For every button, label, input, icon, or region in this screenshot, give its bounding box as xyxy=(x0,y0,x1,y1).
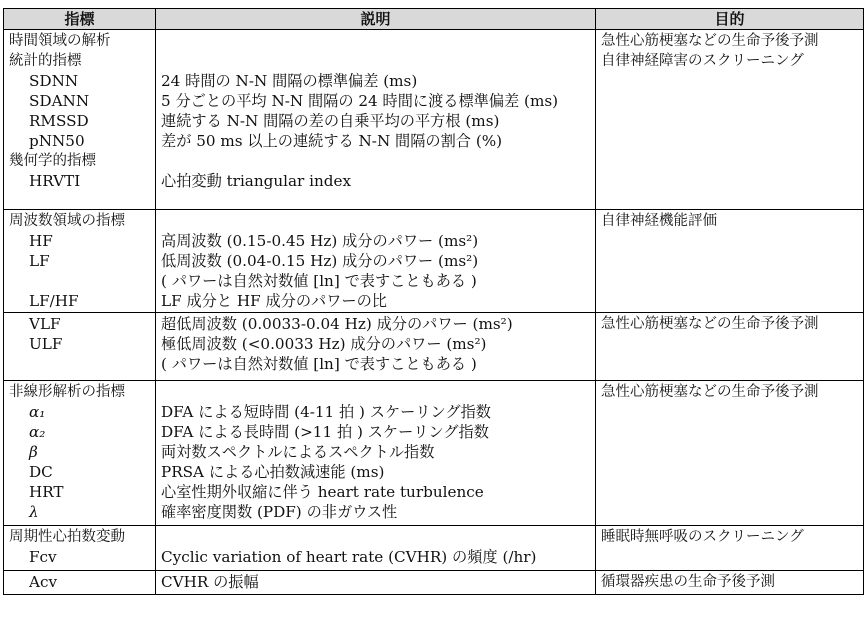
desc-vlf: 超低周波数 (0.0033-0.04 Hz) 成分のパワー (ms²) xyxy=(161,315,513,333)
table-header-row xyxy=(4,9,864,30)
acv-row xyxy=(4,571,864,595)
header-index: 指標 xyxy=(4,9,156,30)
purpose-cardio-prognosis: 循環器疾患の生命予後予測 xyxy=(601,574,775,590)
desc-ulf: 極低周波数 (<0.0033 Hz) 成分のパワー (ms²) xyxy=(161,335,487,353)
desc-lf: 低周波数 (0.04-0.15 Hz) 成分のパワー (ms²) xyxy=(161,252,479,270)
note-ln-power-2: ( パワーは自然対数値 [ln] で表すこともある ) xyxy=(161,355,477,373)
index-ulf: ULF xyxy=(29,335,63,353)
desc-pnn50: 差が 50 ms 以上の連続する N-N 間隔の割合 (%) xyxy=(161,132,503,150)
frequency-domain-section xyxy=(4,210,864,313)
desc-lambda: 確率密度関数 (PDF) の非ガウス性 xyxy=(161,503,398,521)
nonlinear-section xyxy=(4,381,864,526)
index-hrvti: HRVTI xyxy=(29,172,81,190)
purpose-prognosis-nonlinear: 急性心筋梗塞などの生命予後予測 xyxy=(601,384,819,400)
purpose-prognosis: 急性心筋梗塞などの生命予後予測 xyxy=(601,33,819,49)
index-lfhf: LF/HF xyxy=(29,292,79,310)
header-purpose: 目的 xyxy=(596,9,864,30)
index-alpha1: α₁ xyxy=(29,403,46,421)
index-vlf: VLF xyxy=(29,315,61,333)
nonlinear-group-title: 非線形解析の指標 xyxy=(9,384,125,400)
geometric-subgroup-title: 幾何学的指標 xyxy=(9,153,96,169)
purpose-apnea-screening: 睡眠時無呼吸のスクリーニング xyxy=(601,529,804,545)
desc-acv: CVHR の振幅 xyxy=(161,573,259,591)
desc-beta: 両対数スペクトルによるスペクトル指数 xyxy=(161,443,435,461)
index-dc: DC xyxy=(29,463,53,481)
cyclic-group-title: 周期性心拍数変動 xyxy=(9,529,125,545)
purpose-autonomic-evaluation: 自律神経機能評価 xyxy=(601,213,717,229)
desc-lfhf: LF 成分と HF 成分のパワーの比 xyxy=(161,292,387,310)
hrv-index-table xyxy=(3,8,864,595)
desc-hf: 高周波数 (0.15-0.45 Hz) 成分のパワー (ms²) xyxy=(161,232,479,250)
index-fcv: Fcv xyxy=(29,548,57,566)
desc-alpha1: DFA による短時間 (4-11 拍 ) スケーリング指数 xyxy=(161,403,491,421)
note-ln-power-1: ( パワーは自然対数値 [ln] で表すこともある ) xyxy=(161,272,477,290)
frequency-domain-group-title: 周波数領域の指標 xyxy=(9,213,125,229)
desc-rmssd: 連続する N-N 間隔の差の自乗平均の平方根 (ms) xyxy=(161,112,500,130)
index-hrt: HRT xyxy=(29,483,64,501)
desc-alpha2: DFA による長時間 (>11 拍 ) スケーリング指数 xyxy=(161,423,489,441)
desc-fcv: Cyclic variation of heart rate (CVHR) の頻度 (/hr) xyxy=(161,548,537,566)
frequency-domain-low-section xyxy=(4,313,864,381)
index-rmssd: RMSSD xyxy=(29,112,89,130)
index-sdnn: SDNN xyxy=(29,72,79,90)
index-hf: HF xyxy=(29,232,53,250)
desc-sdann: 5 分ごとの平均 N-N 間隔の 24 時間に渡る標準偏差 (ms) xyxy=(161,92,559,110)
index-lambda: λ xyxy=(29,503,39,521)
time-domain-section xyxy=(4,30,864,210)
statistical-subgroup-title: 統計的指標 xyxy=(9,53,82,69)
desc-dc: PRSA による心拍数減速能 (ms) xyxy=(161,463,385,481)
header-description: 説明 xyxy=(156,9,596,30)
desc-sdnn: 24 時間の N-N 間隔の標準偏差 (ms) xyxy=(161,72,418,90)
index-lf: LF xyxy=(29,252,50,270)
time-domain-group-title: 時間領域の解析 xyxy=(9,33,111,49)
desc-hrt: 心室性期外収縮に伴う heart rate turbulence xyxy=(161,483,484,501)
purpose-autonomic-screening: 自律神経障害のスクリーニング xyxy=(601,53,804,69)
cyclic-section xyxy=(4,526,864,571)
index-acv: Acv xyxy=(29,573,58,591)
index-pnn50: pNN50 xyxy=(29,132,85,150)
index-beta: β xyxy=(29,443,38,461)
index-sdann: SDANN xyxy=(29,92,90,110)
desc-hrvti: 心拍変動 triangular index xyxy=(161,172,352,190)
purpose-prognosis-vlf: 急性心筋梗塞などの生命予後予測 xyxy=(601,316,819,332)
index-alpha2: α₂ xyxy=(29,423,46,441)
